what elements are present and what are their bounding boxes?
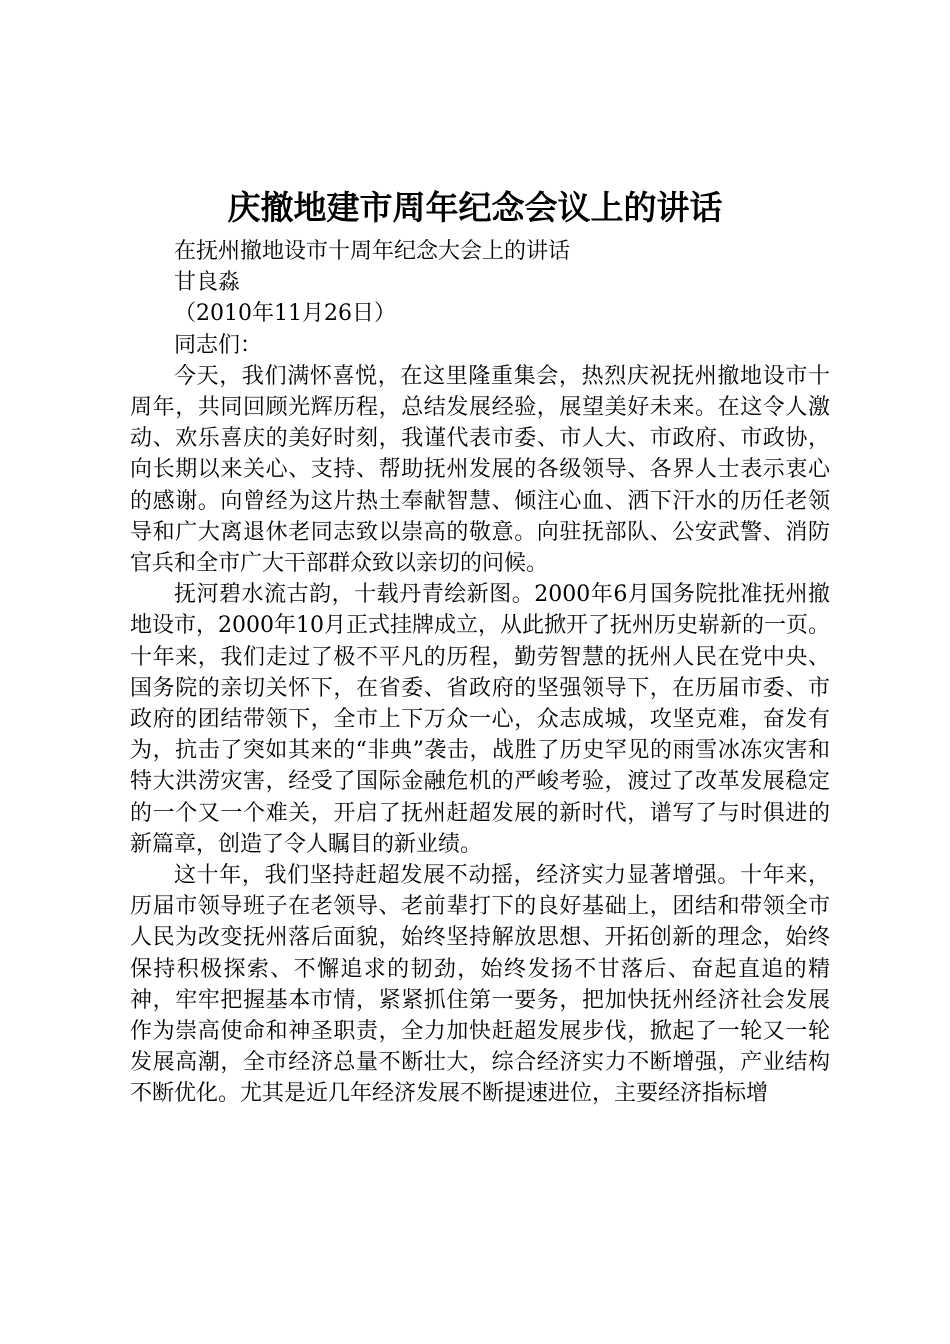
- speech-subtitle: 在抚州撤地设市十周年纪念大会上的讲话: [174, 239, 571, 264]
- salutation: 同志们：: [174, 332, 263, 358]
- speech-date: （2010年11月26日）: [174, 301, 396, 327]
- document-title: 庆撤地建市周年纪念会议上的讲话: [227, 188, 723, 227]
- document-body: [130, 236, 830, 1110]
- paragraph-1: 今天，我们满怀喜悦，在这里隆重集会，热烈庆祝抚州撤地设市十周年，共同回顾光辉历程，总结发展经验，展望美好未来。在这令人激动、欢乐喜庆的美好时刻，我谨代表市委、市人大、市政府、市政协，向长期以来关心、支持、帮助抚州发展的各级领导、各界人士表示衷心的感谢。向曾经为这片热土奉献智慧、倾注心血、洒下汗水的历任老领导和广大离退休老同志致以崇高的敬意。向驻抚部队、公安武警、消防官兵和全市广大干部群众致以亲切的问候。: [130, 363, 830, 577]
- paragraph-2: 抚河碧水流古韵，十载丹青绘新图。2000年6月国务院批准抚州撤地设市，2000年10月正式挂牌成立，从此掀开了抚州历史崭新的一页。十年来，我们走过了极不平凡的历程，勤劳智慧的抚州人民在党中央、国务院的亲切关怀下，在省委、省政府的坚强领导下，在历届市委、市政府的团结带领下，全市上下万众一心，众志成城，攻坚克难，奋发有为，抗击了突如其来的“非典”袭击，战胜了历史罕见的雨雪冰冻灾害和特大洪涝灾害，经受了国际金融危机的严峻考验，渡过了改革发展稳定的一个又一个难关，开启了抚州赶超发展的新时代，谱写了与时俱进的新篇章，创造了令人瞩目的新业绩。: [130, 582, 830, 857]
- paragraph-3: 这十年，我们坚持赶超发展不动摇，经济实力显著增强。十年来，历届市领导班子在老领导、老前辈打下的良好基础上，团结和带领全市人民为改变抚州落后面貌，始终坚持解放思想、开拓创新的理念，始终保持积极探索、不懈追求的韧劲，始终发扬不甘落后、奋起直追的精神，牢牢把握基本市情，紧紧抓住第一要务，把加快抚州经济社会发展作为崇高使命和神圣职责，全力加快赶超发展步伐，掀起了一轮又一轮发展高潮，全市经济总量不断壮大，综合经济实力不断增强，产业结构不断优化。尤其是近几年经济发展不断提速进位，主要经济指标增: [130, 863, 830, 1107]
- speaker-name: 甘良淼: [174, 270, 241, 296]
